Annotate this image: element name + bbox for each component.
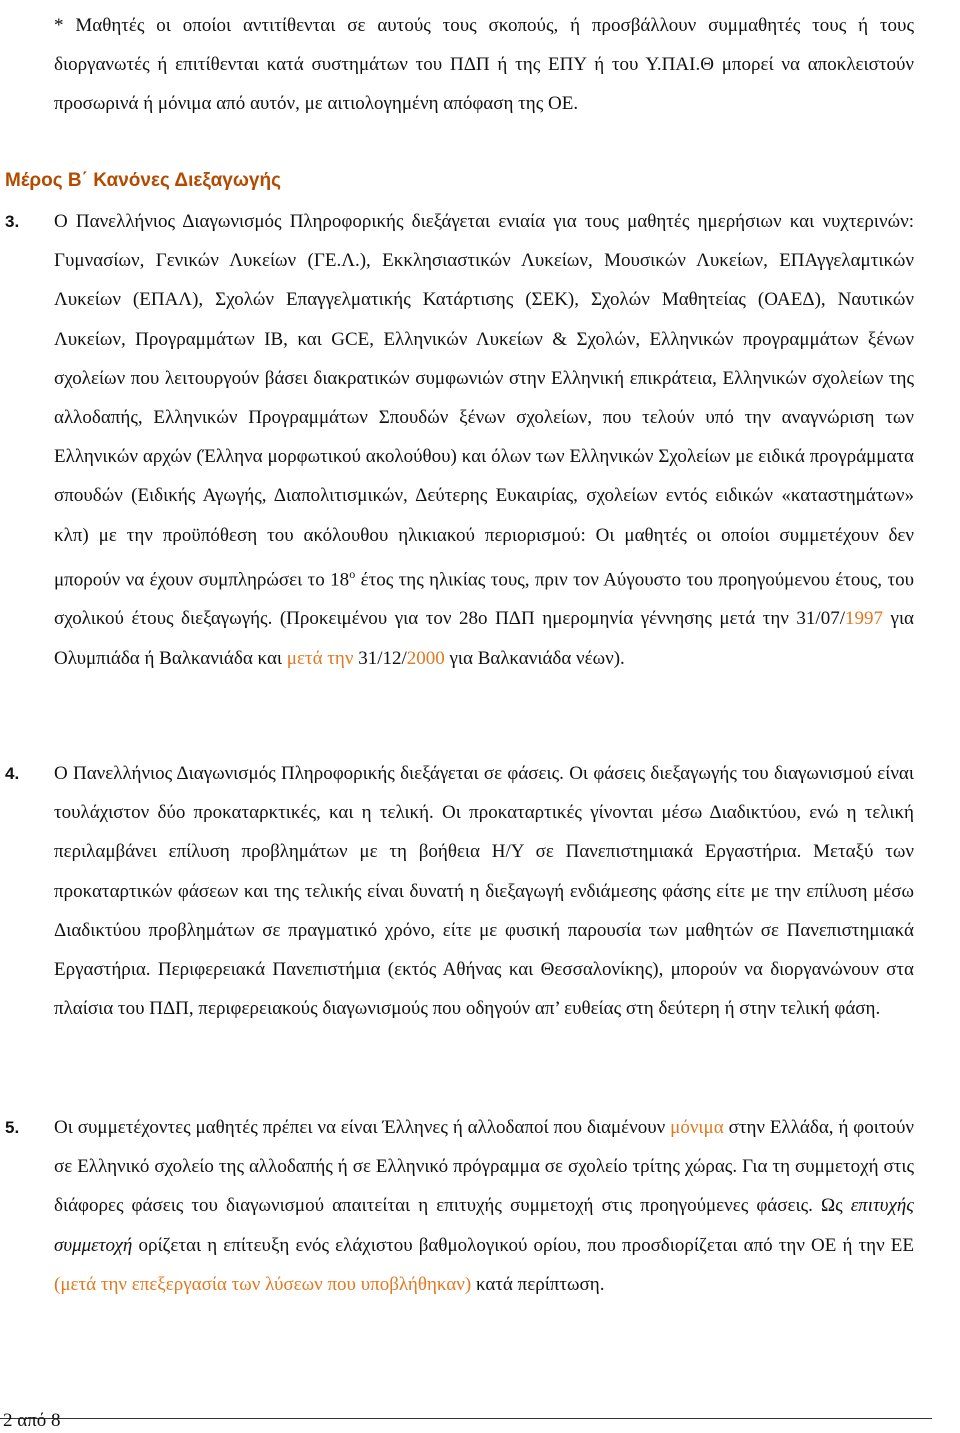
item-3-text-a: Ο Πανελλήνιος Διαγωνισμός Πληροφορικής διεξάγεται ενιαία για τους μαθητές ημερήσιων και νυχτερινών: Γυμνασίων, Γενικών Λυκείων (ΓΕ.Λ.), Εκκλησιαστικών Λυκείων, Μουσικών Λυκείων, ΕΠΑγγελαμτικών Λυκείων (ΕΠΑΛ), Σχολών Επαγγελματικής Κατάρτισης (ΣΕΚ), Σχολών Μαθητείας (ΟΑΕΔ), Ναυτικών Λυκείων, Προγραμμάτων IB, και GCE, Ελληνικών Λυκείων & Σχολών, Ελληνικών προγραμμάτων ξένων σχολείων που λειτουργούν βάσει διακρατικών συμφωνιών στην Ελληνική επικράτεια, Ελληνικών σχολείων της αλλοδαπής, Ελληνικών Προγραμμάτων Σπουδών ξένων σχολείων, που τελούν υπό την αναγνώριση των Ελληνικών αρχών (Έλληνα μορφωτικού ακολούθου) και όλων των Ελληνικών Σχολείων με ειδικά προγράμματα σπουδών (Ειδικής Αγωγής, Διαπολιτισμικών, Δεύτερης Ευκαιρίας, σχολείων εντός ειδικών «καταστημάτων» κλπ) με την προϋπόθεση του ακόλουθου ηλικιακού περιορισμού: Οι μαθητές οι οποίοι συμμετέχουν δεν μπορούν να έχουν συμπληρώσει το 18 — [54, 211, 914, 591]
item-number-4: 4. — [5, 764, 20, 783]
item-5-paragraph — [54, 1108, 914, 1304]
item-5-text-a: Οι συμμετέχοντες μαθητές πρέπει να είναι Έλληνες ή αλλοδαποί που διαμένουν — [54, 1117, 671, 1138]
item-number-5: 5. — [5, 1118, 20, 1137]
processing-note-highlight: (μετά την επεξεργασία των λύσεων που υποβλήθηκαν) — [54, 1273, 472, 1295]
after-highlight: μετά την — [286, 647, 354, 669]
item-3-paragraph — [54, 202, 914, 678]
item-3-text-c: για Ολυμπιάδα ή Βαλκανιάδα και — [54, 608, 915, 669]
item-3-text-e: για Βαλκανιάδα νέων). — [444, 647, 625, 669]
permanent-highlight: μόνιμα — [670, 1117, 724, 1138]
item-number-3: 3. — [5, 212, 20, 231]
footer-divider — [0, 1418, 932, 1419]
item-3-text-b: έτος της ηλικίας τους, πριν τον Αύγουστο του προηγούμενου έτους, του σχολικού έτους διεξαγωγής. (Προκειμένου για τον 28ο ΠΔΠ ημερομηνία γέννησης μετά την 31/07/ — [54, 569, 914, 630]
item-5-text-b: στην Ελλάδα, ή φοιτούν σε Ελληνικό σχολείο της αλλοδαπής ή σε Ελληνικό πρόγραμμα σε σχολείο τρίτης χώρας. Για τη συμμετοχή στις διάφορες φάσεις του διαγωνισμού απαιτείται η επιτυχής συμμετοχή στις προηγούμενες φάσεις. Ως — [54, 1117, 914, 1217]
item-4-paragraph: Ο Πανελλήνιος Διαγωνισμός Πληροφορικής διεξάγεται σε φάσεις. Οι φάσεις διεξαγωγής του διαγωνισμού είναι τουλάχιστον δύο προκαταρκτικές, και η τελική. Οι προκαταρτικές γίνονται μέσω Διαδικτύου, ενώ η τελική περιλαμβάνει επίλυση προβλημάτων με τη βοήθεια Η/Υ σε Πανεπιστημιακά Εργαστήρια. Μεταξύ των προκαταρτικών φάσεων και της τελικής είναι δυνατή η διεξαγωγή ενδιάμεσης φάσης είτε με την επίλυση μέσω Διαδικτύου προβλημάτων σε πραγματικό χρόνο, είτε με φυσική παρουσία των μαθητών σε Πανεπιστημιακά Εργαστήρια. Περιφερειακά Πανεπιστήμια (εκτός Αθήνας και Θεσσαλονίκης), μπορούν να διοργανώνουν στα πλαίσια του ΠΔΠ, περιφερειακούς διαγωνισμούς που οδηγούν απ’ ευθείας στη δεύτερη ή στην τελική φάση. — [54, 763, 914, 1020]
intro-paragraph: * Μαθητές οι οποίοι αντιτίθενται σε αυτούς τους σκοπούς, ή προσβάλλουν συμμαθητές τους ή τους διοργανωτές ή επιτίθενται κατά συστημάτων του ΠΔΠ ή της ΕΠΥ ή του Υ.ΠΑΙ.Θ μπορεί να αποκλειστούν προσωρινά ή μόνιμα από αυτόν, με αιτιολογημένη απόφαση της ΟΕ. — [54, 15, 914, 115]
year-1997: 1997 — [845, 608, 883, 630]
item-5-text-d: κατά περίπτωση. — [471, 1273, 605, 1295]
item-5-text-c: ορίζεται η επίτευξη ενός ελάχιστου βαθμολογικού ορίου, που προσδιορίζεται από την ΟΕ ή την ΕΕ — [132, 1234, 914, 1256]
ordinal-superscript: ο — [349, 566, 356, 581]
year-2000: 2000 — [406, 647, 445, 669]
section-heading: Μέρος Β΄ Κανόνες Διεξαγωγής — [5, 170, 281, 191]
page-number: 2 από 8 — [3, 1410, 61, 1431]
item-3-text-d: 31/12/ — [353, 647, 407, 669]
successful-participation-italic: επιτυχής συμμετοχή — [54, 1195, 914, 1256]
